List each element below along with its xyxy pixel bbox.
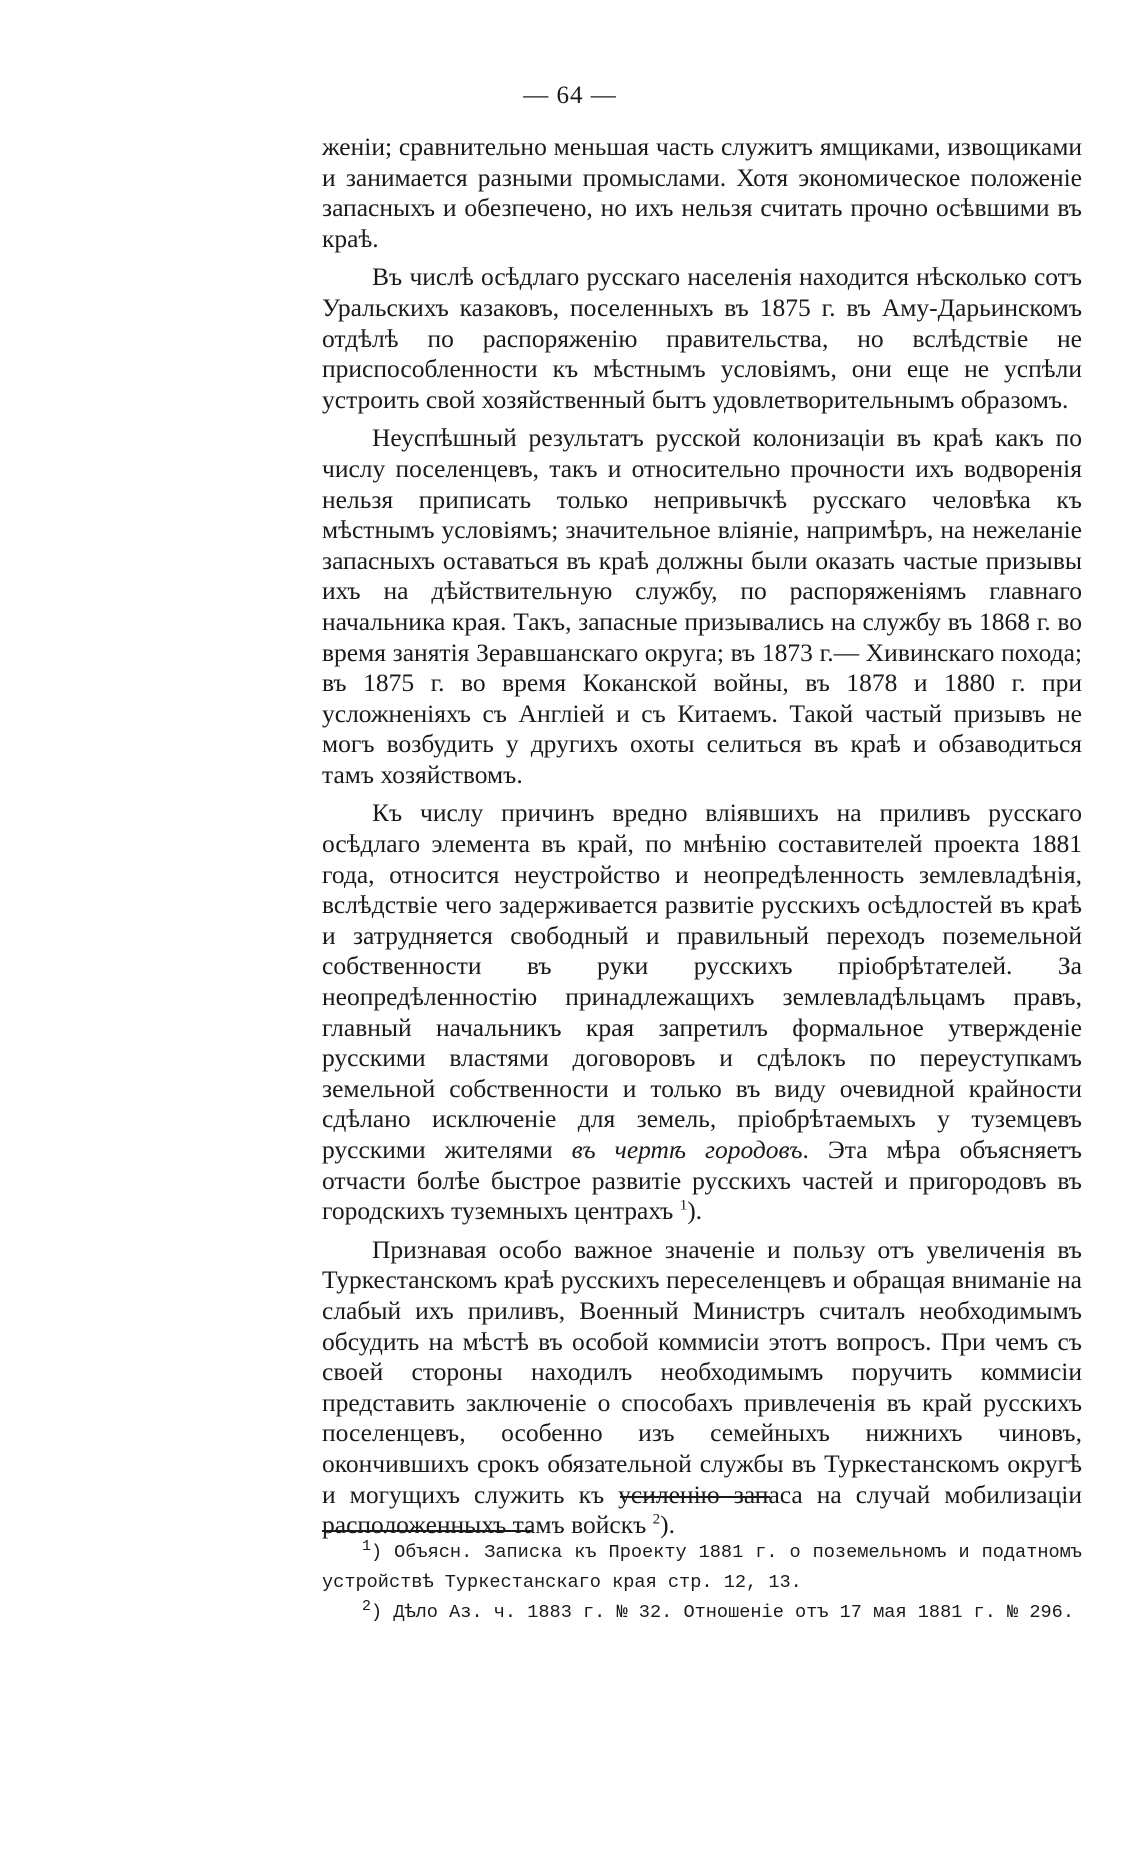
- footnote-reference[interactable]: 2: [652, 1511, 661, 1528]
- footnote-mark: 1: [362, 1537, 372, 1555]
- paragraph: [322, 132, 1082, 254]
- italic-phrase: въ чертѣ городовъ: [571, 1135, 803, 1164]
- paragraph-text: ).: [687, 1196, 703, 1226]
- footnote: [322, 1538, 1082, 1598]
- footnote: [322, 1598, 1082, 1628]
- paragraph-text: ).: [660, 1510, 676, 1540]
- footnote-text: ) Объясн. Записка къ Проекту 1881 г. о поземельномъ и податномъ устройствѣ Туркестанскаго края стр. 12, 13.: [322, 1542, 1082, 1593]
- footnote-text: ) Дѣло Аз. ч. 1883 г. № 32. Отношеніе отъ 17 мая 1881 г. № 296.: [371, 1602, 1074, 1623]
- page-number: — 64 —: [523, 82, 617, 109]
- footnotes: [322, 1538, 1082, 1628]
- paragraph-text: Къ числу причинъ вредно вліявшихъ на приливъ русскаго осѣдлаго элемента въ край, по мнѣнію составителей проекта 1881 года, относится неустройство и неопредѣленность землевладѣнія, вслѣдствіе чего задерживается развитіе русскихъ осѣдлостей въ краѣ и затрудняется свободный и правильный переходъ поземельной собственности въ руки русскихъ пріобрѣтателей. За неопредѣленностію принадлежащихъ землевладѣльцамъ правъ, главный начальникъ края запретилъ формальное утвержденіе русскими властями договоровъ и сдѣлокъ по переуступкамъ земельной собственности и только въ виду очевидной крайности сдѣлано исключеніе для земель, пріобрѣтаемыхъ у туземцевъ русскими жителями: [322, 798, 1082, 1164]
- paragraph: [322, 798, 1082, 1226]
- paragraph-text: женіи; сравнительно меньшая часть служитъ ямщиками, извощиками и занимается разными промыслами. Хотя экономическое положеніе запасныхъ и обезпечено, но ихъ нельзя считать прочно осѣвшими въ краѣ.: [322, 132, 1082, 253]
- paragraph-text: Неуспѣшный результатъ русской колонизаціи въ краѣ какъ по числу поселенцевъ, такъ и относительно прочности ихъ водворенія нельзя приписать только непривычкѣ русскаго человѣка къ мѣстнымъ условіямъ; значительное вліяніе, напримѣръ, на нежеланіе запасныхъ оставаться въ краѣ должны были оказать частые призывы ихъ на дѣйствительную службу, по распоряженіямъ главнаго начальника края. Такъ, запасные призывались на службу въ 1868 г. во время занятія Зеравшанскаго округа; въ 1873 г.— Хивинскаго похода; въ 1875 г. во время Коканской войны, въ 1878 и 1880 г. при усложненіяхъ съ Англіей и съ Китаемъ. Такой частый призывъ не могъ возбудить у другихъ охоты селиться въ краѣ и обзаводиться тамъ хозяйствомъ.: [322, 423, 1082, 789]
- paragraph: [322, 1235, 1082, 1541]
- body-text: [322, 132, 1082, 1541]
- footnote-reference[interactable]: 1: [679, 1197, 688, 1214]
- paragraph: [322, 262, 1082, 415]
- paragraph-text: . Эта мѣра объясняетъ отчасти болѣе быстрое развитіе русскихъ частей и пригородовъ въ городскихъ туземныхъ центрахъ: [322, 1135, 1082, 1226]
- section-end-rule: [620, 1496, 770, 1498]
- paragraph-text: Въ числѣ осѣдлаго русскаго населенія находится нѣсколько сотъ Уральскихъ казаковъ, поселенныхъ въ 1875 г. въ Аму-Дарьинскомъ отдѣлѣ по распоряженію правительства, но вслѣдствіе не приспособленности къ мѣстнымъ условіямъ, они еще не успѣли устроить свой хозяйственный бытъ удовлетворительнымъ образомъ.: [322, 262, 1082, 414]
- paragraph: [322, 423, 1082, 790]
- footnote-mark: 2: [362, 1597, 372, 1615]
- footnote-separator: [322, 1530, 532, 1532]
- paragraph-text: Признавая особо важное значеніе и пользу отъ увеличенія въ Туркестанскомъ краѣ русскихъ переселенцевъ и обращая вниманіе на слабый ихъ приливъ, Военный Министръ считалъ необходимымъ обсудить на мѣстѣ въ особой коммисіи этотъ вопросъ. При чемъ съ своей стороны находилъ необходимымъ поручить коммисіи представить заключеніе о способахъ привлеченія въ край русскихъ поселенцевъ, особенно изъ семейныхъ нижнихъ чиновъ, окончившихъ срокъ обязательной службы въ Туркестанскомъ округѣ и могущихъ служить къ усиленію запаса на случай мобилизаціи расположенныхъ тамъ войскъ: [322, 1234, 1082, 1540]
